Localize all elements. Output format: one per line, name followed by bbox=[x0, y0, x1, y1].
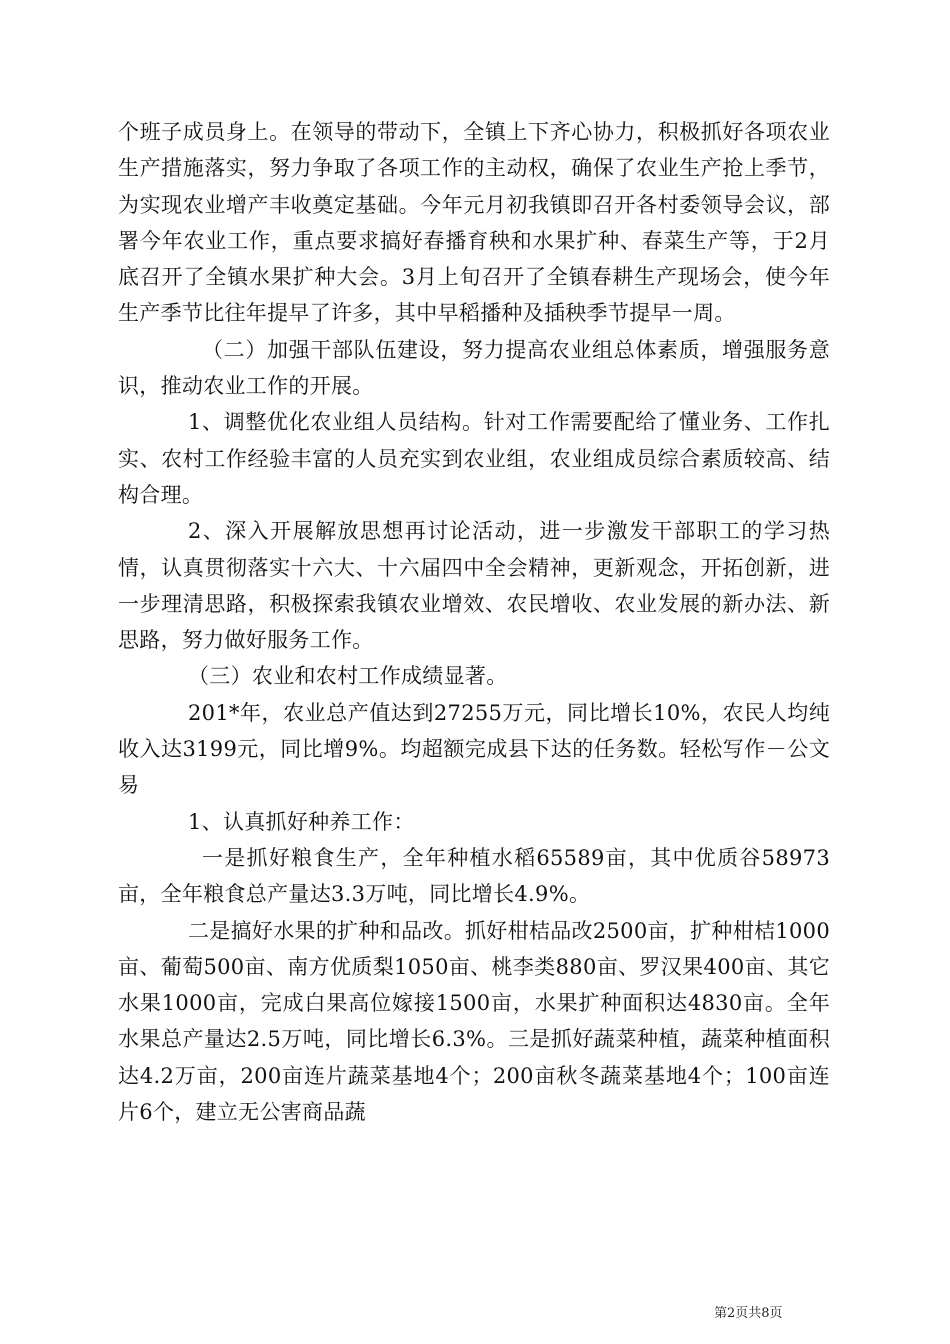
paragraph-3: 1、调整优化农业组人员结构。针对工作需要配给了懂业务、工作扎实、农村工作经验丰富的人员充实到农业组，农业组成员综合素质较高、结构合理。 bbox=[118, 410, 830, 507]
paragraph-8: 一是抓好粮食生产，全年种植水稻65589亩，其中优质谷58973亩，全年粮食总产量达3.3万吨，同比增长4.9%。 bbox=[118, 845, 830, 907]
paragraph-2: （二）加强干部队伍建设，努力提高农业组总体素质，增强服务意识，推动农业工作的开展。 bbox=[118, 337, 830, 399]
document-body bbox=[118, 114, 830, 1130]
paragraph-7: 1、认真抓好种养工作： bbox=[188, 809, 415, 834]
paragraph-9: 二是搞好水果的扩种和品改。抓好柑桔品改2500亩，扩种柑桔1000亩、葡萄500亩、南方优质梨1050亩、桃李类880亩、罗汉果400亩、其它水果1000亩，完成白果高位嫁接1500亩，水果扩种面积达4830亩。全年水果总产量达2.5万吨，同比增长6.3%。三是抓好蔬菜种植，蔬菜种植面积达4.2万亩，200亩连片蔬菜基地4个；200亩秋冬蔬菜基地4个；100亩连片6个，建立无公害商品蔬 bbox=[118, 918, 830, 1125]
paragraph-5: （三）农业和农村工作成绩显著。 bbox=[188, 664, 508, 689]
page-number: 第2页共8页 bbox=[714, 1306, 783, 1321]
paragraph-1: 个班子成员身上。在领导的带动下，全镇上下齐心协力，积极抓好各项农业生产措施落实，努力争取了各项工作的主动权，确保了农业生产抢上季节，为实现农业增产丰收奠定基础。今年元月初我镇即召开各村委领导会议，部署今年农业工作，重点要求搞好春播育秧和水果扩种、春菜生产等，于2月底召开了全镇水果扩种大会。3月上旬召开了全镇春耕生产现场会，使今年生产季节比往年提早了许多，其中早稻播种及插秧季节提早一周。 bbox=[118, 120, 830, 326]
paragraph-6: 201*年，农业总产值达到27255万元，同比增长10%，农民人均纯收入达3199元，同比增9%。均超额完成县下达的任务数。轻松写作－公文易 bbox=[118, 700, 830, 798]
paragraph-4: 2、深入开展解放思想再讨论活动，进一步激发干部职工的学习热情，认真贯彻落实十六大、十六届四中全会精神，更新观念，开拓创新，进一步理清思路，积极探索我镇农业增效、农民增收、农业发展的新办法、新思路，努力做好服务工作。 bbox=[118, 519, 830, 653]
